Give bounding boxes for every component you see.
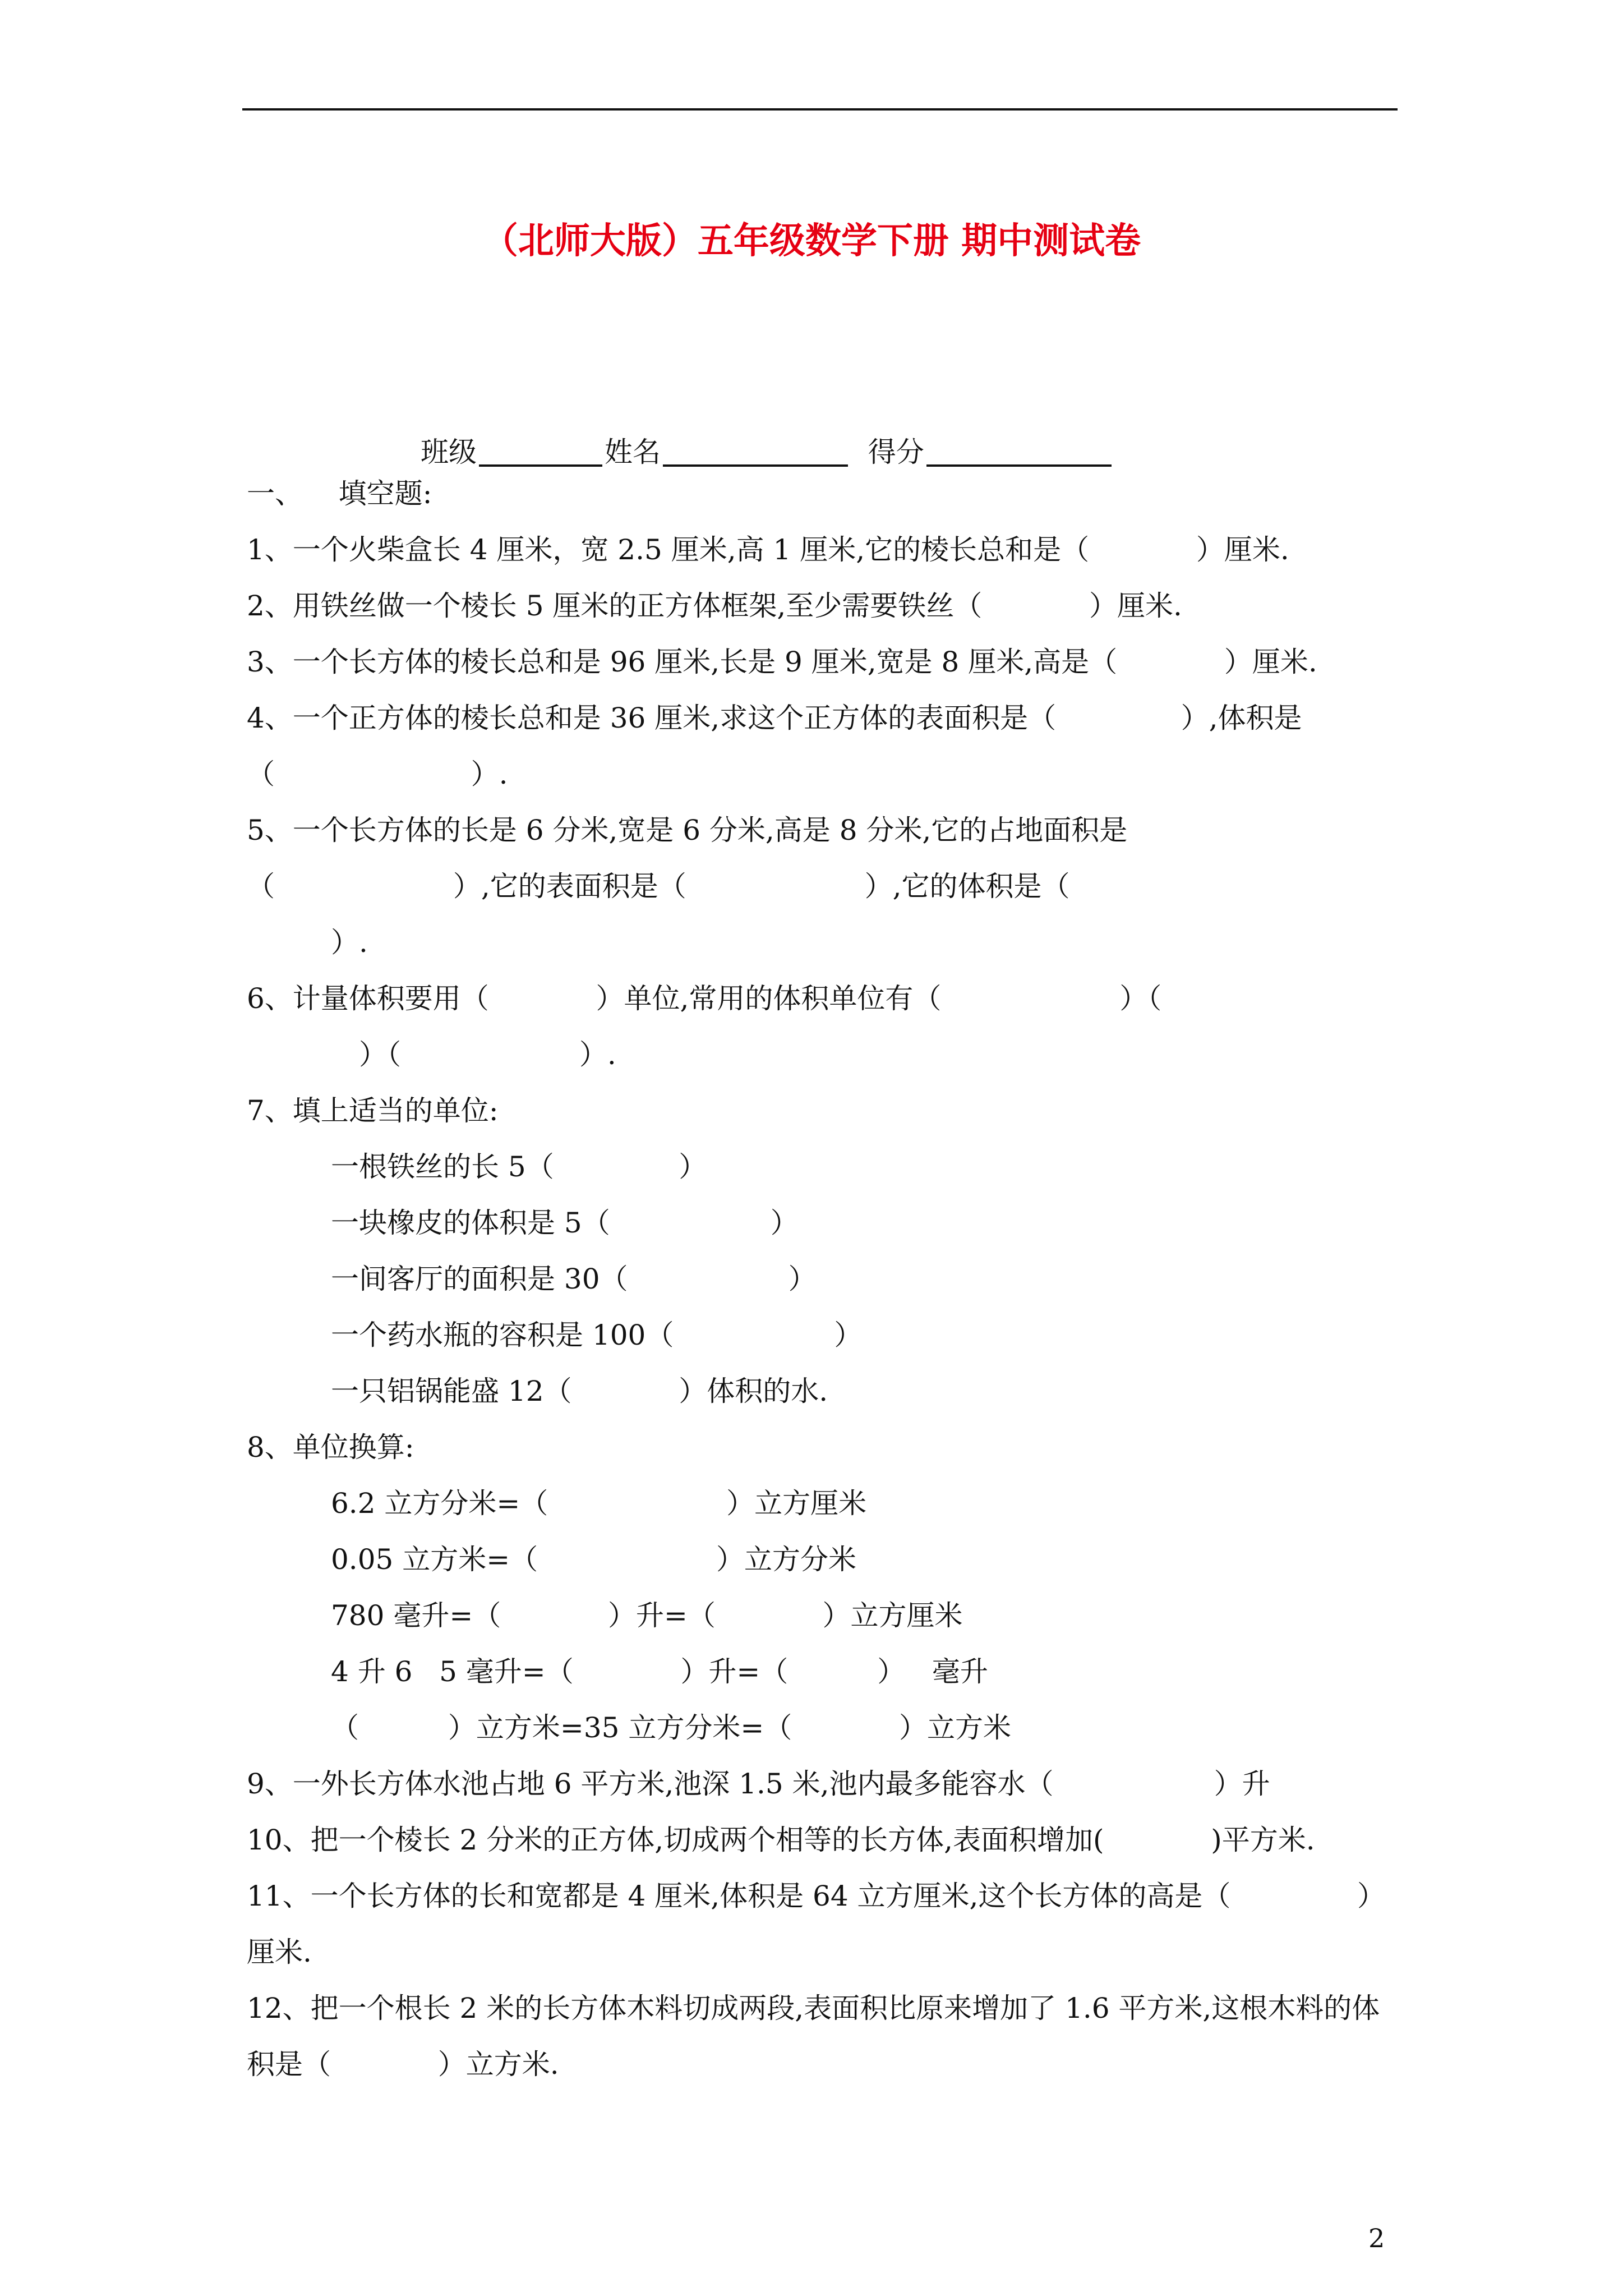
score-blank xyxy=(926,424,1112,467)
question-7-item: 一块橡皮的体积是 5（ ） xyxy=(331,1207,799,1239)
question-8-item: 4 升 6 5 毫升=（ ）升=（ ） 毫升 xyxy=(331,1655,988,1688)
question-8-item: 6.2 立方分米=（ ）立方厘米 xyxy=(331,1487,867,1520)
score-label: 得分 xyxy=(868,436,924,468)
question-8: 8、单位换算: xyxy=(247,1431,414,1464)
question-7: 7、填上适当的单位: xyxy=(247,1094,499,1127)
question-8-item: 780 毫升=（ ）升=（ ）立方厘米 xyxy=(331,1599,963,1632)
page-number: 2 xyxy=(1368,2223,1385,2253)
question-5-line-3: ）. xyxy=(331,926,368,959)
question-4-line-2: （ ）. xyxy=(247,758,508,790)
question-7-item: 一间客厅的面积是 30（ ） xyxy=(331,1263,817,1295)
header-rule xyxy=(242,108,1398,111)
section-heading-fill-blank: 一、 填空题: xyxy=(247,477,432,510)
class-label: 班级 xyxy=(421,436,477,468)
class-blank xyxy=(479,424,602,467)
student-info-line xyxy=(421,424,1114,480)
question-5-line-2: （ ）,它的表面积是（ ）,它的体积是（ xyxy=(247,870,1070,903)
question-11-line-1: 11、一个长方体的长和宽都是 4 厘米,体积是 64 立方厘米,这个长方体的高是（ xyxy=(247,1880,1231,1912)
question-11-closing-paren: ） xyxy=(1357,1880,1385,1912)
question-8-item: （ ）立方米=35 立方分米=（ ）立方米 xyxy=(331,1711,1011,1744)
question-5-line-1: 5、一个长方体的长是 6 分米,宽是 6 分米,高是 8 分米,它的占地面积是 xyxy=(247,814,1128,846)
question-11-line-2: 厘米. xyxy=(247,1936,312,1968)
question-10: 10、把一个棱长 2 分米的正方体,切成两个相等的长方体,表面积增加( )平方米. xyxy=(247,1824,1315,1856)
question-2: 2、用铁丝做一个棱长 5 厘米的正方体框架,至少需要铁丝（ ）厘米. xyxy=(247,590,1182,622)
question-6-line-2: ）（ ）. xyxy=(359,1038,616,1071)
question-7-item: 一根铁丝的长 5（ ） xyxy=(331,1151,707,1183)
question-4-line-1: 4、一个正方体的棱长总和是 36 厘米,求这个正方体的表面积是（ ）,体积是 xyxy=(247,702,1302,734)
name-blank xyxy=(663,424,848,467)
page-title: （北师大版）五年级数学下册 期中测试卷 xyxy=(482,220,1141,262)
question-7-item: 一只铝锅能盛 12（ ）体积的水. xyxy=(331,1375,828,1407)
question-12-line-2: 积是（ ）立方米. xyxy=(247,2048,559,2081)
question-12-line-1: 12、把一个根长 2 米的长方体木料切成两段,表面积比原来增加了 1.6 平方米,这根木料的体 xyxy=(247,1992,1380,2024)
question-8-item: 0.05 立方米=（ ）立方分米 xyxy=(331,1543,856,1576)
question-3: 3、一个长方体的棱长总和是 96 厘米,长是 9 厘米,宽是 8 厘米,高是（ ）厘米. xyxy=(247,646,1317,678)
question-7-item: 一个药水瓶的容积是 100（ ） xyxy=(331,1319,863,1351)
question-9: 9、一外长方体水池占地 6 平方米,池深 1.5 米,池内最多能容水（ ）升 xyxy=(247,1768,1270,1800)
name-label: 姓名 xyxy=(605,436,661,468)
question-1: 1、一个火柴盒长 4 厘米，宽 2.5 厘米,高 1 厘米,它的棱长总和是（ ）厘米. xyxy=(247,533,1289,566)
question-6-line-1: 6、计量体积要用（ ）单位,常用的体积单位有（ ）（ xyxy=(247,982,1162,1015)
